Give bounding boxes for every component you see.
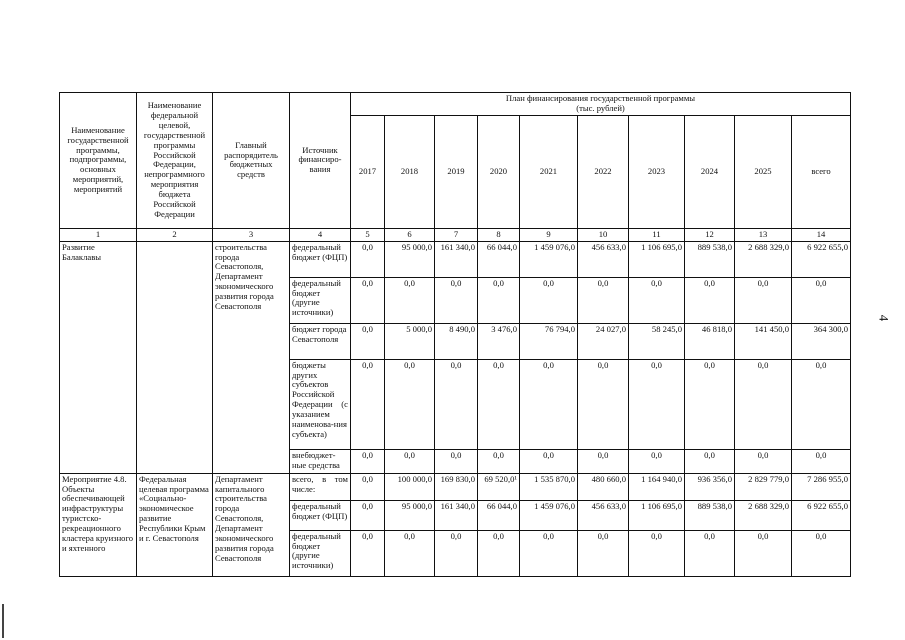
value-cell: 0,0 [351, 241, 385, 277]
source-cell: федеральный бюджет (ФЦП) [290, 241, 351, 277]
value-cell: 0,0 [351, 359, 385, 449]
value-cell: 1 535 870,0 [520, 473, 578, 500]
total-cell: 6 922 655,0 [792, 500, 851, 530]
value-cell: 0,0 [685, 449, 735, 473]
year-header: 2019 [435, 115, 478, 228]
column-number: 14 [792, 228, 851, 241]
total-cell: 7 286 955,0 [792, 473, 851, 500]
value-cell: 1 459 076,0 [520, 500, 578, 530]
value-cell: 0,0 [385, 359, 435, 449]
value-cell: 100 000,0 [385, 473, 435, 500]
value-cell: 0,0 [685, 277, 735, 323]
value-cell: 0,0 [351, 449, 385, 473]
total-cell: 0,0 [792, 530, 851, 576]
column-number: 9 [520, 228, 578, 241]
value-cell: 58 245,0 [629, 323, 685, 359]
total-cell: 6 922 655,0 [792, 241, 851, 277]
page-number: 4 [876, 314, 892, 322]
value-cell: 0,0 [351, 500, 385, 530]
year-header: 2020 [478, 115, 520, 228]
value-cell: 456 633,0 [578, 241, 629, 277]
scan-edge-mark [2, 604, 4, 638]
value-cell: 0,0 [435, 530, 478, 576]
year-header: 2022 [578, 115, 629, 228]
value-cell: 2 688 329,0 [735, 241, 792, 277]
value-cell: 169 830,0 [435, 473, 478, 500]
total-header: всего [792, 115, 851, 228]
total-cell: 0,0 [792, 359, 851, 449]
source-cell: всего, в том числе: [290, 473, 351, 500]
column-number: 5 [351, 228, 385, 241]
value-cell: 889 538,0 [685, 500, 735, 530]
value-cell: 2 688 329,0 [735, 500, 792, 530]
year-header: 2025 [735, 115, 792, 228]
value-cell: 0,0 [478, 449, 520, 473]
value-cell: 0,0 [385, 277, 435, 323]
financing-table [59, 92, 851, 577]
value-cell: 95 000,0 [385, 500, 435, 530]
fed-program-cell [137, 241, 213, 473]
value-cell: 0,0 [478, 530, 520, 576]
value-cell: 0,0 [351, 473, 385, 500]
value-cell: 95 000,0 [385, 241, 435, 277]
value-cell: 1 106 695,0 [629, 500, 685, 530]
header-name: Наименование государственной программы, подпрограммы, основных мероприятий, мероприятий [60, 93, 137, 229]
column-number: 4 [290, 228, 351, 241]
year-header: 2017 [351, 115, 385, 228]
value-cell: 1 106 695,0 [629, 241, 685, 277]
year-header: 2024 [685, 115, 735, 228]
value-cell: 0,0 [351, 277, 385, 323]
year-header: 2023 [629, 115, 685, 228]
value-cell: 141 450,0 [735, 323, 792, 359]
column-number: 3 [213, 228, 290, 241]
total-cell: 0,0 [792, 277, 851, 323]
value-cell: 0,0 [435, 449, 478, 473]
value-cell: 0,0 [735, 449, 792, 473]
value-cell: 24 027,0 [578, 323, 629, 359]
program-name-cell: Развитие Балаклавы [60, 241, 137, 473]
value-cell: 66 044,0 [478, 241, 520, 277]
source-cell: федеральный бюджет (ФЦП) [290, 500, 351, 530]
value-cell: 0,0 [629, 359, 685, 449]
value-cell: 0,0 [629, 277, 685, 323]
value-cell: 0,0 [351, 323, 385, 359]
source-cell: федеральный бюджет (другие источники) [290, 277, 351, 323]
value-cell: 0,0 [351, 530, 385, 576]
value-cell: 2 829 779,0 [735, 473, 792, 500]
year-header: 2021 [520, 115, 578, 228]
value-cell: 1 164 940,0 [629, 473, 685, 500]
total-cell: 364 300,0 [792, 323, 851, 359]
value-cell: 0,0 [478, 277, 520, 323]
program-name-cell: Мероприятие 4.8. Объекты обеспечивающей инфраструктуры туристско-рекреационного кластера круизного и яхтенного [60, 473, 137, 576]
value-cell: 0,0 [735, 277, 792, 323]
value-cell: 0,0 [435, 359, 478, 449]
value-cell: 0,0 [520, 277, 578, 323]
source-cell: бюджет города Севастополя [290, 323, 351, 359]
column-number: 8 [478, 228, 520, 241]
value-cell: 456 633,0 [578, 500, 629, 530]
value-cell: 5 000,0 [385, 323, 435, 359]
value-cell: 161 340,0 [435, 500, 478, 530]
value-cell: 161 340,0 [435, 241, 478, 277]
value-cell: 0,0 [685, 359, 735, 449]
column-number: 13 [735, 228, 792, 241]
value-cell: 3 476,0 [478, 323, 520, 359]
value-cell: 66 044,0 [478, 500, 520, 530]
value-cell: 76 794,0 [520, 323, 578, 359]
value-cell: 0,0 [520, 359, 578, 449]
total-cell: 0,0 [792, 449, 851, 473]
value-cell: 0,0 [578, 449, 629, 473]
source-cell: внебюджет-ные средства [290, 449, 351, 473]
column-number: 7 [435, 228, 478, 241]
value-cell: 0,0 [478, 359, 520, 449]
column-number: 10 [578, 228, 629, 241]
value-cell: 0,0 [629, 449, 685, 473]
value-cell: 0,0 [629, 530, 685, 576]
column-number: 11 [629, 228, 685, 241]
header-fed-program: Наименование федеральной целевой, государственной программы Российской Федерации, непрограммного мероприятия бюджета Российской Федерации [137, 93, 213, 229]
column-number: 2 [137, 228, 213, 241]
header-plan [351, 93, 851, 116]
manager-cell: строительства города Севастополя, Департамент экономического развития города Севастополя [213, 241, 290, 473]
value-cell: 0,0 [578, 359, 629, 449]
column-number: 12 [685, 228, 735, 241]
column-number: 6 [385, 228, 435, 241]
value-cell: 0,0 [578, 530, 629, 576]
header-source: Источник финансиро-вания [290, 93, 351, 229]
plan-title: План финансирования государственной программы [505, 93, 696, 103]
value-cell: 0,0 [385, 530, 435, 576]
value-cell: 480 660,0 [578, 473, 629, 500]
value-cell: 0,0 [520, 449, 578, 473]
value-cell: 46 818,0 [685, 323, 735, 359]
manager-cell: Департамент капитального строительства города Севастополя, Департамент экономического развития города Севастополя [213, 473, 290, 576]
value-cell: 0,0 [685, 530, 735, 576]
value-cell: 0,0 [735, 530, 792, 576]
value-cell: 0,0 [385, 449, 435, 473]
header-manager: Главный распорядитель бюджетных средств [213, 93, 290, 229]
value-cell: 936 356,0 [685, 473, 735, 500]
value-cell: 0,0 [735, 359, 792, 449]
year-header: 2018 [385, 115, 435, 228]
value-cell: 0,0 [435, 277, 478, 323]
value-cell: 1 459 076,0 [520, 241, 578, 277]
column-number: 1 [60, 228, 137, 241]
value-cell: 8 490,0 [435, 323, 478, 359]
source-cell: федеральный бюджет (другие источники) [290, 530, 351, 576]
value-cell: 0,0 [578, 277, 629, 323]
value-cell: 889 538,0 [685, 241, 735, 277]
value-cell: 0,0 [520, 530, 578, 576]
value-cell: 69 520,0¹ [478, 473, 520, 500]
fed-program-cell: Федеральная целевая программа «Социально-экономическое развитие Республики Крым и г. Севастополя [137, 473, 213, 576]
source-cell: бюджеты других субъектов Российской Федерации (с указанием наименова-ния субъекта) [290, 359, 351, 449]
plan-unit: (тыс. рублей) [576, 102, 625, 113]
